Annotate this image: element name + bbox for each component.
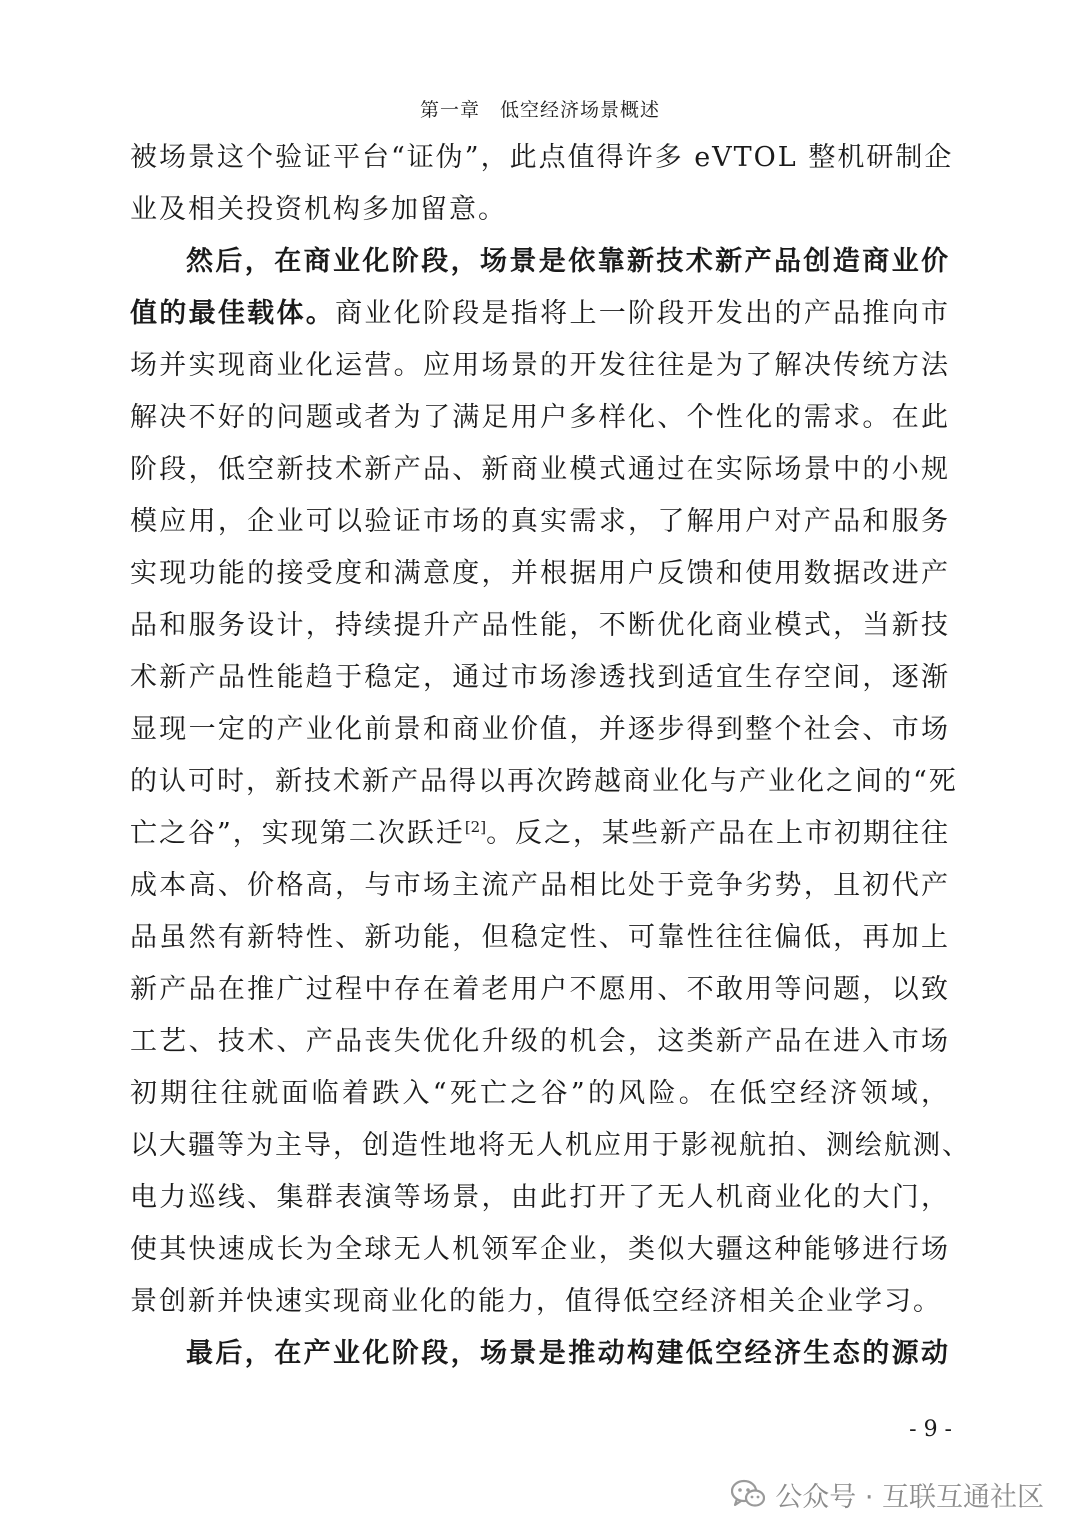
text-line: [130, 1016, 950, 1068]
text-segment: 使其快速成长为全球无人机领军企业，类似大疆这种能够进行场: [130, 1234, 950, 1265]
wechat-icon: [731, 1479, 765, 1509]
text-segment: 新产品在推广过程中存在着老用户不愿用、不敢用等问题，以致: [130, 974, 950, 1005]
text-line: [130, 184, 950, 236]
text-line: [130, 912, 950, 964]
text-segment: 场并实现商业化运营。应用场景的开发往往是为了解决传统方法: [130, 350, 950, 381]
text-segment: 然后，在商业化阶段，场景是依靠新技术新产品创造商业价: [186, 246, 950, 277]
text-segment: 品和服务设计，持续提升产品性能，不断优化商业模式，当新技: [130, 610, 950, 641]
text-segment: 的认可时，新技术新产品得以再次跨越商业化与产业化之间的“死: [130, 766, 958, 797]
text-line: [130, 652, 950, 704]
watermark: [731, 1474, 1044, 1514]
text-segment: 值的最佳载体。: [130, 298, 336, 329]
text-segment: 被场景这个验证平台“证伪”，此点值得许多 eVTOL 整机研制企: [130, 142, 954, 173]
text-line: [130, 964, 950, 1016]
text-segment: 解决不好的问题或者为了满足用户多样化、个性化的需求。在此: [130, 402, 950, 433]
body-text: [130, 132, 971, 1380]
text-line: [130, 548, 950, 600]
text-line: [130, 1120, 971, 1172]
text-line: [130, 1068, 950, 1120]
page-number: - 9 -: [909, 1417, 952, 1442]
text-segment: 亡之谷”，实现第二次跃迁: [130, 818, 465, 849]
text-line: [130, 1224, 950, 1276]
text-segment: 业及相关投资机构多加留意。: [130, 194, 507, 225]
paragraph: [130, 236, 971, 1328]
chapter-header: 第一章 低空经济场景概述: [419, 99, 660, 121]
text-line: [130, 340, 950, 392]
text-segment: 品虽然有新特性、新功能，但稳定性、可靠性往往偏低，再加上: [130, 922, 950, 953]
text-segment: 以大疆等为主导，创造性地将无人机应用于影视航拍、测绘航测、: [130, 1130, 971, 1161]
text-segment: 商业化阶段是指将上一阶段开发出的产品推向市: [335, 298, 951, 329]
text-line: [130, 1328, 950, 1380]
text-line: [130, 860, 950, 912]
text-line: [130, 392, 950, 444]
text-segment: 景创新并快速实现商业化的能力，值得低空经济相关企业学习。: [130, 1286, 942, 1317]
text-line: [130, 808, 950, 860]
text-line: [130, 496, 950, 548]
text-segment: 实现功能的接受度和满意度，并根据用户反馈和使用数据改进产: [130, 558, 950, 589]
text-line: [130, 1172, 950, 1224]
citation-reference: [2]: [464, 818, 487, 836]
text-line: [130, 444, 950, 496]
text-line: [130, 236, 950, 288]
text-segment: 模应用，企业可以验证市场的真实需求，了解用户对产品和服务: [130, 506, 950, 537]
paragraph: [130, 132, 954, 236]
text-segment: 。反之，某些新产品在上市初期往往: [486, 818, 951, 849]
text-segment: 显现一定的产业化前景和商业价值，并逐步得到整个社会、市场: [130, 714, 950, 745]
text-segment: 电力巡线、集群表演等场景，由此打开了无人机商业化的大门，: [130, 1182, 950, 1213]
text-segment: 工艺、技术、产品丧失优化升级的机会，这类新产品在进入市场: [130, 1026, 950, 1057]
text-segment: 阶段，低空新技术新产品、新商业模式通过在实际场景中的小规: [130, 454, 950, 485]
text-line: [130, 756, 958, 808]
text-line: [130, 600, 950, 652]
text-segment: 最后，在产业化阶段，场景是推动构建低空经济生态的源动: [186, 1338, 950, 1369]
text-line: [130, 1276, 950, 1328]
text-line: [130, 704, 950, 756]
text-line: [130, 132, 954, 184]
text-segment: 初期往往就面临着跌入“死亡之谷”的风险。在低空经济领域，: [130, 1078, 950, 1109]
watermark-text: 公众号 · 互联互通社区: [775, 1481, 1044, 1513]
text-segment: 成本高、价格高，与市场主流产品相比处于竞争劣势，且初代产: [130, 870, 950, 901]
paragraph: [130, 1328, 950, 1380]
text-segment: 术新产品性能趋于稳定，通过市场渗透找到适宜生存空间，逐渐: [130, 662, 950, 693]
text-line: [130, 288, 950, 340]
